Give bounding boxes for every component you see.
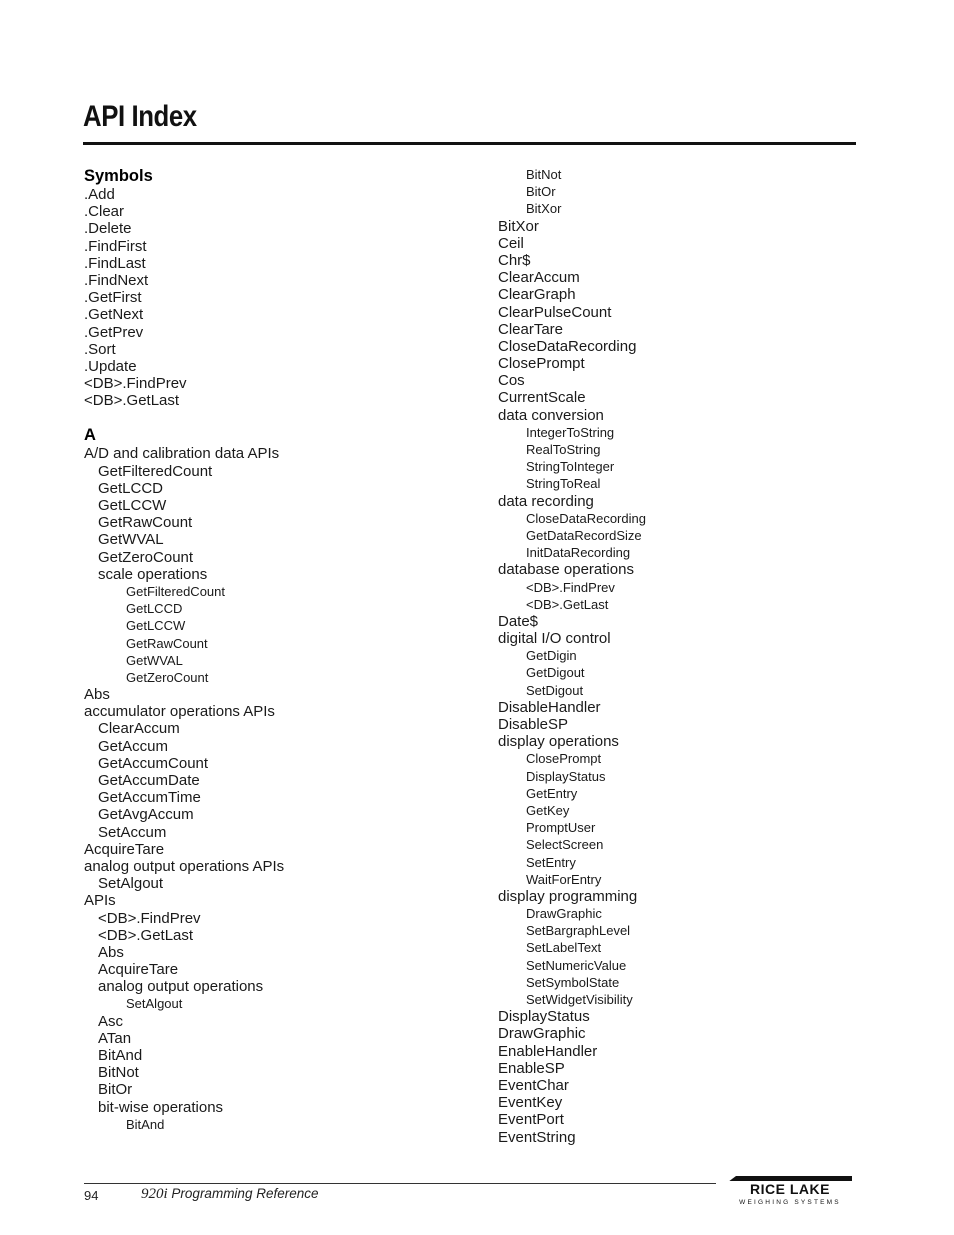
index-subentry: scale operations (98, 565, 208, 583)
index-subentry: GetFilteredCount (126, 583, 225, 599)
index-subentry: SetAlgout (98, 875, 164, 893)
index-entry: .Update (84, 357, 137, 375)
section-spacer (84, 409, 284, 425)
index-entry: .FindNext (84, 271, 149, 289)
index-entry: .GetFirst (84, 289, 142, 307)
index-entry: EventPort (498, 1111, 564, 1129)
index-subentry: SetAlgout (126, 996, 183, 1012)
index-entry: Chr$ (498, 251, 531, 269)
index-entry: EventChar (498, 1076, 569, 1094)
index-column-left (84, 166, 284, 1133)
document-model: 920i (141, 1186, 168, 1202)
logo-tagline: WEIGHING SYSTEMS (739, 1199, 841, 1206)
index-subentry: SetDigout (526, 682, 584, 698)
index-subentry: BitNot (526, 167, 562, 182)
index-subentry: GetLCCW (98, 497, 167, 514)
index-subentry: SetWidgetVisibility (526, 992, 633, 1007)
index-entry: database operations (498, 561, 634, 579)
index-subentry: <DB>.GetLast (526, 596, 609, 612)
index-entry: ClosePrompt (498, 355, 585, 373)
index-entry: AcquireTare (84, 840, 165, 858)
index-subentry: ATan (98, 1029, 132, 1047)
index-entry: APIs (84, 892, 116, 910)
index-subentry: CloseDataRecording (526, 510, 646, 526)
index-entry: DrawGraphic (498, 1025, 586, 1043)
index-entry: EventString (498, 1128, 576, 1146)
index-subentry: GetDataRecordSize (526, 527, 642, 543)
index-entry: .Delete (84, 220, 132, 238)
index-entry: .Clear (84, 203, 125, 221)
index-subentry: SetSymbolState (526, 974, 620, 990)
section-heading: Symbols (84, 167, 153, 185)
index-subentry: <DB>.FindPrev (526, 579, 615, 595)
index-subentry: IntegerToString (526, 424, 615, 440)
index-entry: .FindFirst (84, 237, 147, 255)
document-title (141, 1186, 319, 1203)
index-entry: .GetNext (84, 306, 144, 324)
index-subentry: GetRawCount (98, 514, 193, 532)
index-subentry: AcquireTare (98, 961, 179, 979)
index-entry: EnableSP (498, 1059, 565, 1077)
index-subentry: GetEntry (526, 785, 578, 801)
index-subentry: GetAccumTime (98, 789, 201, 807)
index-subentry: DrawGraphic (526, 906, 602, 922)
index-column-right (498, 166, 646, 1146)
index-entry: Abs (84, 686, 110, 704)
page-number: 94 (84, 1188, 99, 1203)
index-subentry: ClearAccum (98, 720, 180, 738)
index-entry: .Add (84, 186, 115, 203)
index-subentry: ClosePrompt (526, 751, 602, 767)
index-subentry: BitAnd (126, 1116, 165, 1132)
section-heading: A (84, 426, 96, 445)
index-subentry: GetZeroCount (126, 669, 209, 685)
index-subentry: SetNumericValue (526, 957, 627, 973)
index-entry: Ceil (498, 234, 524, 252)
index-entry: <DB>.FindPrev (84, 375, 187, 393)
document-title-text: Programming Reference (167, 1186, 319, 1201)
index-entry: analog output operations APIs (84, 857, 285, 875)
index-subentry: Abs (98, 943, 124, 961)
index-subentry: GetZeroCount (98, 548, 194, 566)
index-subentry: GetLCCD (98, 479, 164, 497)
title-rule (83, 142, 856, 145)
index-entry: DisableHandler (498, 698, 601, 716)
index-subentry: GetAccum (98, 737, 169, 755)
index-subentry: RealToString (526, 442, 601, 457)
index-entry: ClearGraph (498, 286, 576, 304)
index-entry: EventKey (498, 1094, 563, 1112)
index-entry: Cos (498, 372, 525, 390)
index-entry: ClearAccum (498, 269, 580, 287)
index-entry: <DB>.GetLast (84, 392, 180, 410)
index-subentry: WaitForEntry (526, 871, 602, 887)
index-subentry: GetLCCW (126, 618, 186, 634)
index-subentry: PromptUser (526, 820, 596, 836)
index-entry: CloseDataRecording (498, 337, 637, 355)
index-entry: ClearTare (498, 320, 564, 338)
index-subentry: GetRawCount (126, 635, 208, 651)
index-subentry: DisplayStatus (526, 768, 606, 784)
index-subentry: BitOr (98, 1081, 133, 1099)
index-subentry: GetWVAL (126, 652, 183, 668)
index-subentry: Asc (98, 1012, 124, 1030)
index-entry: accumulator operations APIs (84, 703, 275, 721)
index-entry: .FindLast (84, 254, 146, 272)
index-entry: .Sort (84, 340, 116, 358)
index-subentry: SelectScreen (526, 837, 604, 853)
logo-wordmark: RICE LAKE (750, 1181, 830, 1197)
index-entry: EnableHandler (498, 1042, 598, 1060)
index-subentry: SetBargraphLevel (526, 923, 631, 939)
index-subentry: GetAvgAccum (98, 806, 194, 824)
index-subentry: SetEntry (526, 854, 576, 870)
index-entry: data recording (498, 492, 594, 510)
index-entry: Date$ (498, 612, 539, 630)
index-subentry: GetDigin (526, 648, 577, 664)
index-subentry: <DB>.FindPrev (98, 909, 201, 927)
rice-lake-logo (724, 1174, 856, 1208)
index-subentry: GetWVAL (98, 531, 164, 549)
index-subentry: GetLCCD (126, 601, 183, 617)
index-subentry: <DB>.GetLast (98, 926, 194, 944)
index-entry: data conversion (498, 406, 604, 424)
index-subentry: GetKey (526, 802, 570, 818)
index-subentry: InitDataRecording (526, 545, 631, 561)
index-entry: DisplayStatus (498, 1008, 590, 1026)
index-entry: DisableSP (498, 716, 569, 733)
index-subentry: StringToReal (526, 476, 601, 492)
index-entry: display operations (498, 733, 619, 751)
page-title: API Index (83, 100, 197, 133)
index-subentry: analog output operations (98, 978, 264, 996)
index-entry: CurrentScale (498, 389, 586, 407)
index-subentry: BitXor (526, 201, 562, 217)
footer-rule (84, 1183, 716, 1184)
index-entry: BitXor (498, 217, 539, 235)
index-subentry: SetAccum (98, 823, 167, 841)
index-subentry: StringToInteger (526, 459, 615, 475)
index-subentry: GetAccumDate (98, 772, 200, 789)
index-subentry: BitNot (98, 1064, 139, 1082)
index-subentry: GetDigout (526, 665, 585, 681)
index-entry: ClearPulseCount (498, 303, 612, 321)
index-entry: .GetPrev (84, 323, 144, 341)
index-entry: display programming (498, 887, 638, 905)
index-entry: A/D and calibration data APIs (84, 445, 280, 463)
index-subentry: GetFilteredCount (98, 462, 213, 480)
index-subentry: GetAccumCount (98, 754, 209, 772)
index-subentry: SetLabelText (526, 940, 602, 956)
index-subentry: BitAnd (98, 1047, 143, 1064)
index-subentry: BitOr (526, 184, 556, 200)
index-entry: digital I/O control (498, 630, 611, 648)
index-subentry: bit-wise operations (98, 1098, 224, 1116)
